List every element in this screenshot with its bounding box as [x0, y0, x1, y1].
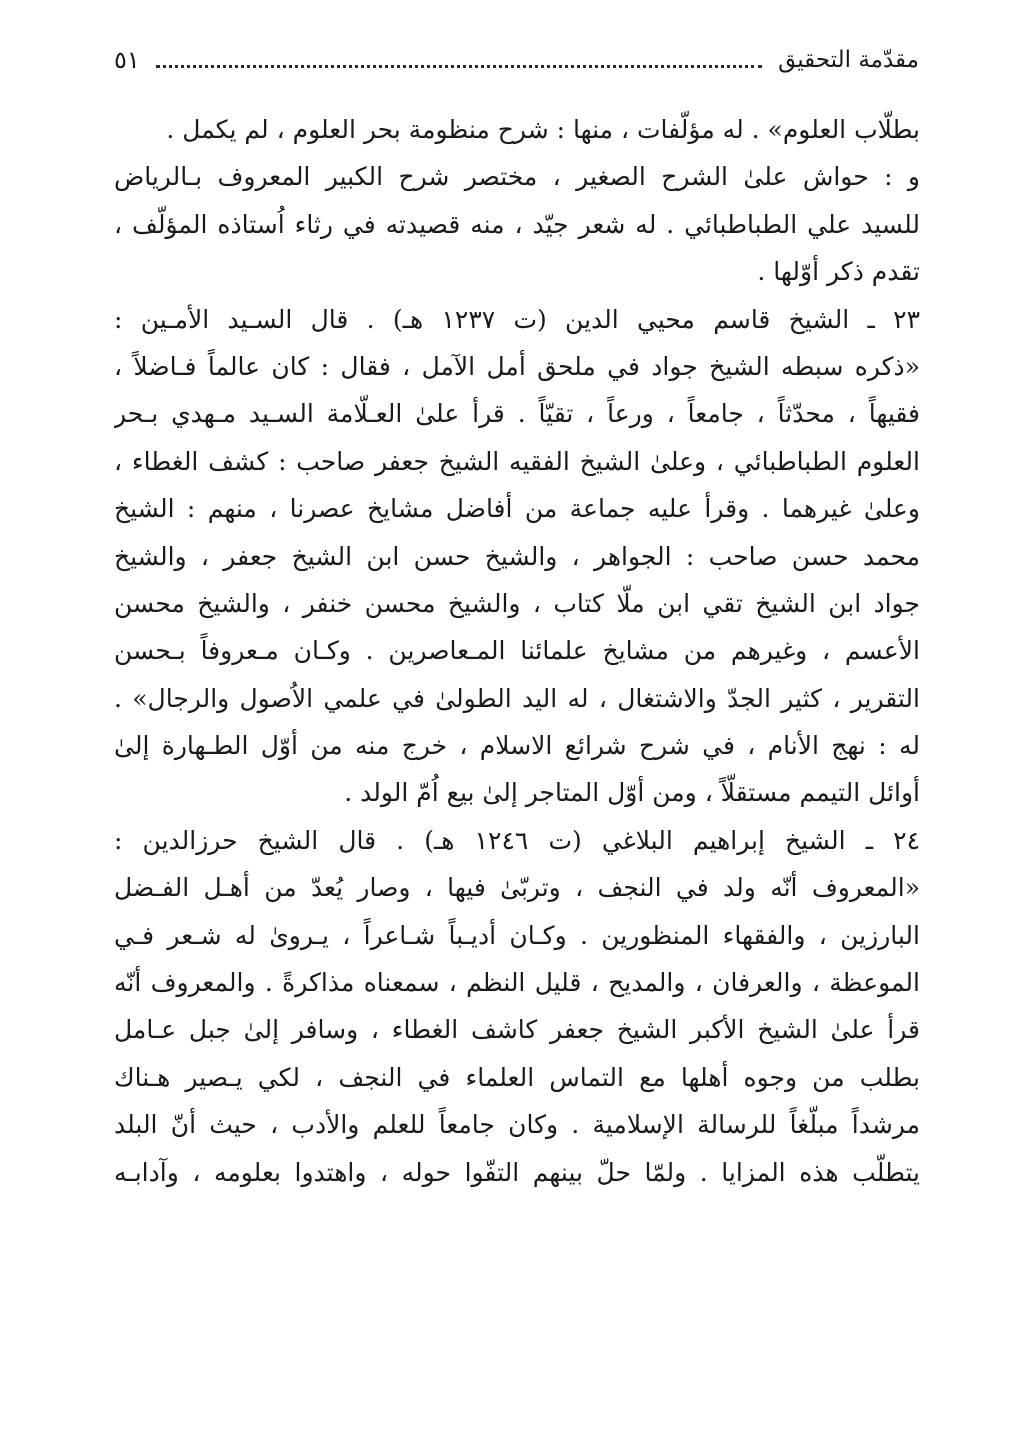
text-line: مرشداً مبلّغاً للرسالة الإسلامية . وكان جامعاً للعلم والأدب ، حيث أنّ البلد: [114, 1110, 920, 1140]
text-line: وعلىٰ غيرهما . وقرأ عليه جماعة من أفاضل مشايخ عصرنا ، منهم : الشيخ: [114, 494, 920, 524]
text-line: البارزين ، والفقهاء المنظورين . وكـان أديـباً شـاعراً ، يـروىٰ له شـعر فـي: [114, 920, 920, 950]
text-line: «ذكره سبطه الشيخ جواد في ملحق أمل الآمل ، فقال : كان عالماً فـاضلاً ،: [114, 351, 920, 381]
text-line: قرأ علىٰ الشيخ الأكبر الشيخ جعفر كاشف الغطاء ، وسافر إلىٰ جبل عـامل: [114, 1015, 920, 1045]
running-title: مقدّمة التحقيق: [778, 47, 919, 73]
text-line: بطلب من وجوه أهلها مع التماس العلماء في النجف ، لكي يـصير هـناك: [114, 1062, 920, 1092]
page-number: ٥١: [114, 46, 140, 74]
text-line: جواد ابن الشيخ تقي ابن ملّا كتاب ، والشيخ محسن خنفر ، والشيخ محسن: [114, 588, 920, 618]
text-line: التقرير ، كثير الجدّ والاشتغال ، له اليد الطولىٰ في علمي الاُصول والرجال» .: [114, 683, 920, 713]
text-line: ٢٤ ـ الشيخ إبراهيم البلاغي (ت ١٢٤٦ هـ) . قال الشيخ حرزالدين :: [114, 825, 920, 855]
text-line: فقيهاً ، محدّثاً ، جامعاً ، ورعاً ، تقيّاً . قرأ علىٰ العـلّامة السـيد مـهدي بـحر: [114, 399, 920, 429]
text-line: العلوم الطباطبائي ، وعلىٰ الشيخ الفقيه الشيخ جعفر صاحب : كشف الغطاء ،: [114, 446, 920, 476]
dotted-leader: [156, 65, 762, 68]
text-line: للسيد علي الطباطبائي . له شعر جيّد ، منه قصيدته في رثاء اُستاذه المؤلّف ،: [114, 209, 920, 239]
text-line: له : نهج الأنام ، في شرح شرائع الاسلام ، خرج منه من أوّل الطـهارة إلىٰ: [114, 731, 920, 761]
text-line: «المعروف أنّه ولد في النجف ، وتربّىٰ فيها ، وصار يُعدّ من أهـل الفـضل: [114, 873, 920, 903]
text-line: تقدم ذكر أوّلها .: [757, 257, 920, 287]
running-head: [114, 40, 919, 80]
text-line: الموعظة ، والعرفان ، والمديح ، قليل النظم ، سمعناه مذاكرةً . والمعروف أنّه: [114, 968, 920, 998]
text-line: و : حواش علىٰ الشرح الصغير ، مختصر شرح الكبير المعروف بـالرياض: [114, 162, 920, 192]
text-line: أوائل التيمم مستقلّاً ، ومن أوّل المتاجر إلىٰ بيع اُمّ الولد .: [344, 778, 920, 808]
body-text: [114, 106, 920, 1196]
text-line: الأعسم ، وغيرهم من مشايخ علمائنا المـعاصرين . وكـان مـعروفاً بـحسن: [114, 636, 920, 666]
text-line: ٢٣ ـ الشيخ قاسم محيي الدين (ت ١٢٣٧ هـ) . قال السـيد الأمـين :: [114, 304, 920, 334]
text-line: يتطلّب هذه المزايا . ولمّا حلّ بينهم التفّوا حوله ، واهتدوا بعلومه ، وآدابـه: [114, 1157, 920, 1187]
text-line: بطلّاب العلوم» . له مؤلّفات ، منها : شرح منظومة بحر العلوم ، لم يكمل .: [166, 115, 920, 144]
text-line: محمد حسن صاحب : الجواهر ، والشيخ حسن ابن الشيخ جعفر ، والشيخ: [114, 541, 920, 571]
